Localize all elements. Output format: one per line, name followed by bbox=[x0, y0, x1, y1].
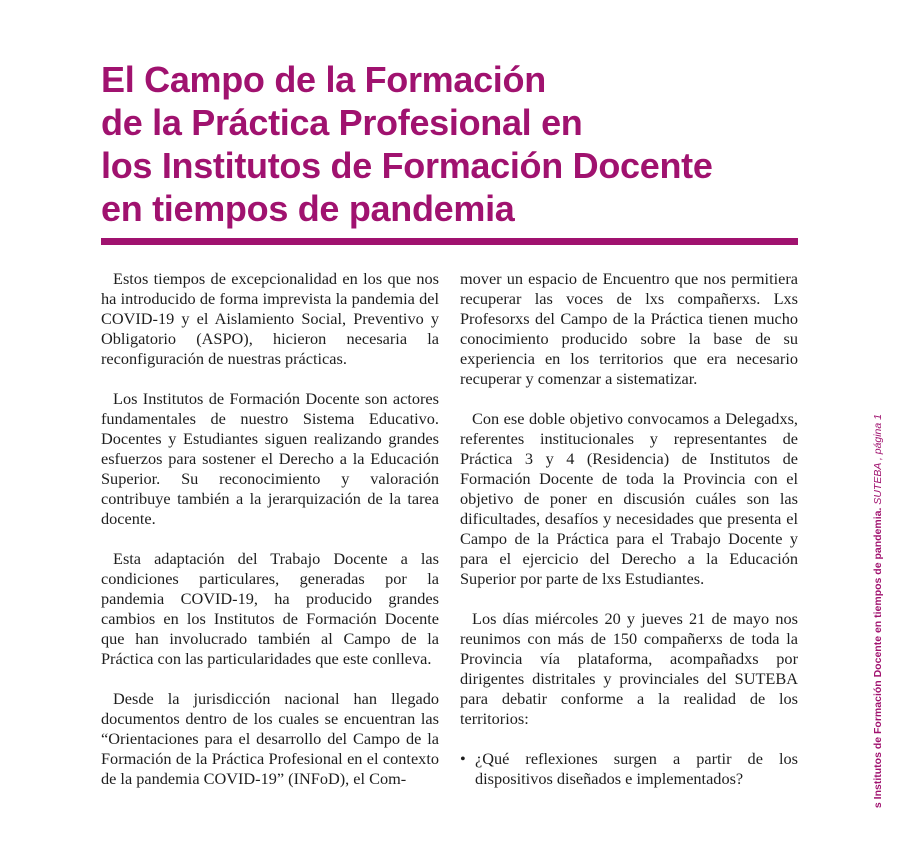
paragraph: Estos tiempos de excepcionalidad en los que nos ha introducido de forma imprevista la pandemia del COVID-19 y el Aislamiento Social, Preventivo y Obligatorio (ASPO), hicieron necesaria la reconfiguración de nuestras prácticas. bbox=[101, 269, 439, 368]
paragraph: Los días miércoles 20 y jueves 21 de mayo nos reunimos con más de 150 compañerxs de toda la Provincia vía plataforma, acompañadxs por dirigentes distritales y provinciales del SUTEBA para debatir conforme a la realidad de los territorios: bbox=[460, 609, 798, 728]
bullet-icon: • bbox=[460, 749, 466, 768]
article-title bbox=[101, 58, 801, 230]
paragraph: Esta adaptación del Trabajo Docente a las condiciones particulares, generadas por la pandemia COVID-19, ha producido grandes cambios en los Institutos de Formación Docente que han involucrado también al Campo de la Práctica con las particularidades que este conlleva. bbox=[101, 549, 439, 668]
title-line: de la Práctica Profesional en bbox=[101, 102, 583, 143]
left-column bbox=[101, 269, 439, 809]
list-item-text: ¿Qué reflexiones surgen a partir de los dispositivos diseñados e implementados? bbox=[475, 749, 798, 788]
paragraph: Desde la jurisdicción nacional han llegado documentos dentro de los cuales se encuentran las “Orientaciones para el desarrollo del Campo de la Formación de la Práctica Profesional en el contexto de la pandemia COVID-19” (INFoD), el Com- bbox=[101, 689, 439, 788]
side-running-caption bbox=[871, 414, 885, 854]
title-underline bbox=[101, 238, 798, 245]
list-item bbox=[460, 749, 798, 789]
title-line: El Campo de la Formación bbox=[101, 59, 546, 100]
paragraph: mover un espacio de Encuentro que nos permitiera recuperar las voces de lxs compañerxs. Lxs Profesorxs del Campo de la Práctica tienen mucho conocimiento producido sobre la base de su experiencia en los territorios que era necesario recuperar y comenzar a sistematizar. bbox=[460, 269, 798, 388]
paragraph: Con ese doble objetivo convocamos a Delegadxs, referentes institucionales y representantes de Práctica 3 y 4 (Residencia) de Institutos de Formación Docente de toda la Provincia con el objetivo de poner en discusión cuáles son las dificultades, desafíos y necesidades que presenta el Campo de la Práctica para el Trabajo Docente y para el ejercicio del Derecho a la Educación Superior por parte de lxs Estudiantes. bbox=[460, 409, 798, 588]
right-column bbox=[460, 269, 798, 789]
side-caption-title: s Institutos de Formación Docente en tiempos de pandemia. bbox=[872, 507, 884, 809]
side-caption-page: SUTEBA , página 1 bbox=[872, 414, 884, 505]
bullet-list bbox=[460, 749, 798, 789]
paragraph: Los Institutos de Formación Docente son actores fundamentales de nuestro Sistema Educativo. Docentes y Estudiantes siguen realizando grandes esfuerzos para sostener el Derecho a la Educación Superior. Su reconocimiento y valoración contribuye también a la jerarquización de la tarea docente. bbox=[101, 389, 439, 528]
title-line: los Institutos de Formación Docente bbox=[101, 145, 713, 186]
title-line: en tiempos de pandemia bbox=[101, 188, 515, 229]
